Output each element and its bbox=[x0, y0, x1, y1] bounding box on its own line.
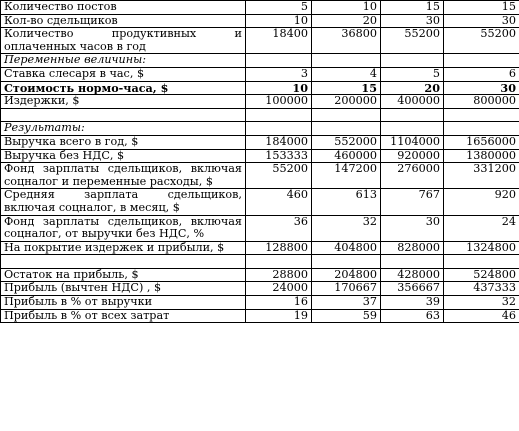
table-row bbox=[1, 215, 519, 241]
row-value: 3 bbox=[246, 67, 312, 81]
row-value: 920 bbox=[444, 189, 519, 215]
table-row bbox=[1, 135, 519, 149]
table-row bbox=[1, 67, 519, 81]
row-value: 1324800 bbox=[444, 241, 519, 255]
row-label: Прибыль в % от всех затрат bbox=[1, 309, 246, 323]
row-value: 400000 bbox=[381, 95, 444, 109]
row-value: 37 bbox=[312, 296, 381, 310]
row-label: Кол-во сдельщиков bbox=[1, 14, 246, 28]
row-value: 59 bbox=[312, 309, 381, 323]
row-value: 147200 bbox=[312, 163, 381, 189]
table-row bbox=[1, 268, 519, 282]
row-value: 6 bbox=[444, 67, 519, 81]
row-value: 24000 bbox=[246, 282, 312, 296]
table-row bbox=[1, 14, 519, 28]
row-value bbox=[444, 255, 519, 269]
table-row bbox=[1, 255, 519, 269]
table-row bbox=[1, 28, 519, 54]
row-label: Остаток на прибыль, $ bbox=[1, 268, 246, 282]
row-value: 46 bbox=[444, 309, 519, 323]
row-value: 20 bbox=[312, 14, 381, 28]
row-value: 404800 bbox=[312, 241, 381, 255]
table-row bbox=[1, 309, 519, 323]
row-value: 276000 bbox=[381, 163, 444, 189]
row-value: 1656000 bbox=[444, 135, 519, 149]
row-label: Ставка слесаря в час, $ bbox=[1, 67, 246, 81]
row-value bbox=[246, 255, 312, 269]
row-value: 30 bbox=[381, 215, 444, 241]
row-value: 15 bbox=[444, 1, 519, 15]
row-label: Прибыль в % от выручки bbox=[1, 296, 246, 310]
row-value: 10 bbox=[312, 1, 381, 15]
row-label: Издержки, $ bbox=[1, 95, 246, 109]
row-label: Выручка без НДС, $ bbox=[1, 149, 246, 163]
row-value: 55200 bbox=[444, 28, 519, 54]
row-label: Фонд зарплаты сдельщиков, включая соцналог и переменные расходы, $ bbox=[1, 163, 246, 189]
table-row bbox=[1, 81, 519, 95]
row-value: 613 bbox=[312, 189, 381, 215]
row-value: 16 bbox=[246, 296, 312, 310]
row-value: 4 bbox=[312, 67, 381, 81]
table-row bbox=[1, 54, 519, 68]
row-value: 331200 bbox=[444, 163, 519, 189]
row-value: 10 bbox=[246, 14, 312, 28]
table-row bbox=[1, 108, 519, 122]
row-label: Переменные величины: bbox=[1, 54, 246, 68]
row-label: Количество продуктивных и оплаченных часов в год bbox=[1, 28, 246, 54]
row-value bbox=[444, 108, 519, 122]
row-value: 30 bbox=[381, 14, 444, 28]
row-value bbox=[246, 122, 312, 136]
row-value bbox=[246, 108, 312, 122]
row-label: Фонд зарплаты сдельщиков, включая соцналог, от выручки без НДС, % bbox=[1, 215, 246, 241]
row-label: Средняя зарплата сдельщиков, включая соцналог, в месяц, $ bbox=[1, 189, 246, 215]
row-value: 552000 bbox=[312, 135, 381, 149]
row-value: 1104000 bbox=[381, 135, 444, 149]
row-value: 30 bbox=[444, 14, 519, 28]
row-value bbox=[312, 108, 381, 122]
table-row bbox=[1, 296, 519, 310]
row-value bbox=[246, 54, 312, 68]
row-value: 184000 bbox=[246, 135, 312, 149]
row-value bbox=[312, 255, 381, 269]
row-value: 32 bbox=[444, 296, 519, 310]
row-label: Прибыль (вычтен НДС) , $ bbox=[1, 282, 246, 296]
row-label bbox=[1, 255, 246, 269]
row-value: 1380000 bbox=[444, 149, 519, 163]
row-value: 5 bbox=[246, 1, 312, 15]
row-label bbox=[1, 108, 246, 122]
row-value: 32 bbox=[312, 215, 381, 241]
row-value: 460 bbox=[246, 189, 312, 215]
row-value: 28800 bbox=[246, 268, 312, 282]
table-row bbox=[1, 282, 519, 296]
table-row bbox=[1, 122, 519, 136]
row-value: 39 bbox=[381, 296, 444, 310]
row-value: 437333 bbox=[444, 282, 519, 296]
row-value bbox=[381, 54, 444, 68]
row-value: 55200 bbox=[246, 163, 312, 189]
row-value: 100000 bbox=[246, 95, 312, 109]
row-value: 200000 bbox=[312, 95, 381, 109]
row-value: 15 bbox=[381, 1, 444, 15]
row-label: Результаты: bbox=[1, 122, 246, 136]
row-label: Количество постов bbox=[1, 1, 246, 15]
row-value: 170667 bbox=[312, 282, 381, 296]
row-value: 428000 bbox=[381, 268, 444, 282]
table-row bbox=[1, 1, 519, 15]
row-value: 356667 bbox=[381, 282, 444, 296]
row-value: 153333 bbox=[246, 149, 312, 163]
row-value: 55200 bbox=[381, 28, 444, 54]
table-row bbox=[1, 149, 519, 163]
row-value: 524800 bbox=[444, 268, 519, 282]
row-value: 767 bbox=[381, 189, 444, 215]
row-value: 5 bbox=[381, 67, 444, 81]
table-row bbox=[1, 163, 519, 189]
row-label: Выручка всего в год, $ bbox=[1, 135, 246, 149]
row-value: 800000 bbox=[444, 95, 519, 109]
table-row bbox=[1, 95, 519, 109]
row-value: 15 bbox=[312, 81, 381, 95]
table-row bbox=[1, 189, 519, 215]
row-value: 30 bbox=[444, 81, 519, 95]
row-value: 460000 bbox=[312, 149, 381, 163]
row-value: 920000 bbox=[381, 149, 444, 163]
row-value: 10 bbox=[246, 81, 312, 95]
row-value: 18400 bbox=[246, 28, 312, 54]
row-value bbox=[444, 122, 519, 136]
row-value: 36 bbox=[246, 215, 312, 241]
row-value bbox=[312, 122, 381, 136]
row-value: 828000 bbox=[381, 241, 444, 255]
row-label: Стоимость нормо-часа, $ bbox=[1, 81, 246, 95]
row-value bbox=[381, 122, 444, 136]
row-value: 19 bbox=[246, 309, 312, 323]
row-value: 63 bbox=[381, 309, 444, 323]
table-row bbox=[1, 241, 519, 255]
row-value: 20 bbox=[381, 81, 444, 95]
row-value bbox=[381, 255, 444, 269]
row-value: 36800 bbox=[312, 28, 381, 54]
row-value bbox=[444, 54, 519, 68]
row-label: На покрытие издержек и прибыли, $ bbox=[1, 241, 246, 255]
row-value bbox=[381, 108, 444, 122]
row-value bbox=[312, 54, 381, 68]
row-value: 128800 bbox=[246, 241, 312, 255]
row-value: 204800 bbox=[312, 268, 381, 282]
row-value: 24 bbox=[444, 215, 519, 241]
